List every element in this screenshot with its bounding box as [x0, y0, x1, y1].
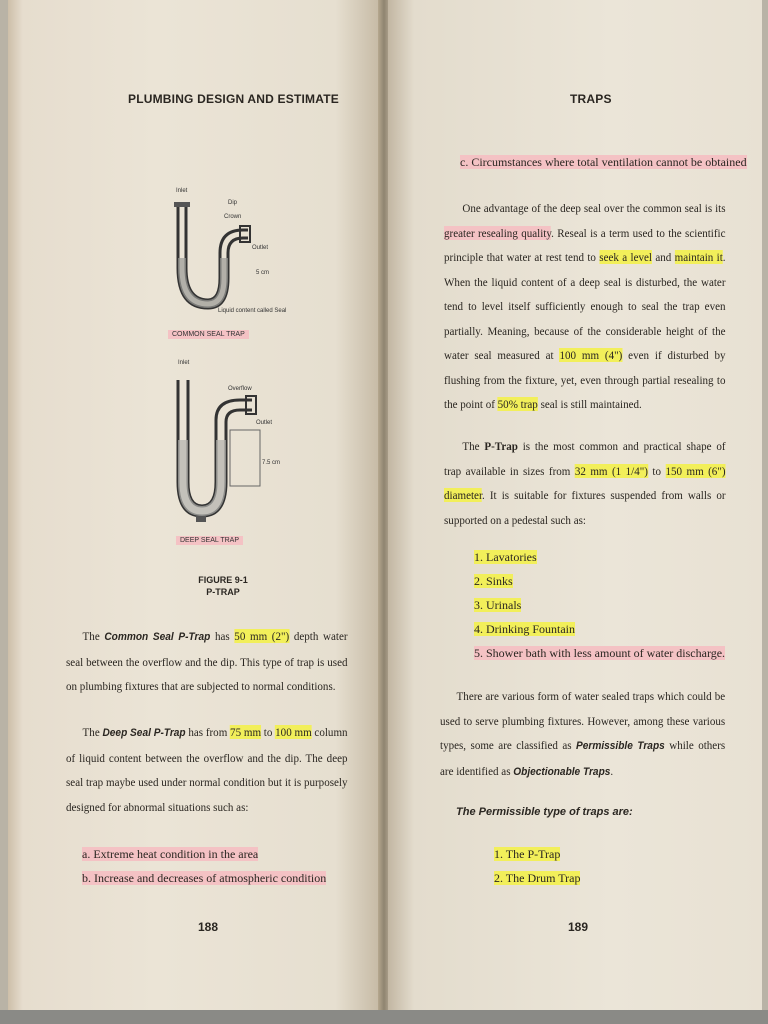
common-depth-label: 5 cm: [256, 270, 270, 276]
left-page-number: 188: [198, 920, 219, 934]
deep-depth-label: 7.5 cm: [262, 460, 281, 466]
figure-title: P-TRAP: [206, 587, 240, 597]
term-deep-seal-p-trap: Deep Seal P-Trap: [102, 727, 186, 739]
common-seal-trap-diagram: [168, 198, 258, 316]
left-paragraph-deep-seal: The Deep Seal P-Trap has from 75 mm to 100 mm column of liquid content between the overflow and the dip. The deep seal trap maybe used under normal condition but it is purposely designed for abnormal situations such as:: [66, 725, 348, 814]
list-item: 1. The P-Trap: [494, 847, 561, 861]
right-paragraph-p-trap: The P-Trap is the most common and practical shape of trap available in sizes from 32 mm (1 1/4") to 150 mm (6") diameter. It is suitable for fixtures suspended from walls or supported on a pedestal such as:: [444, 439, 726, 527]
item-c: c. Circumstances where total ventilation cannot be obtained: [460, 155, 747, 169]
deep-seal-trap-label: DEEP SEAL TRAP: [176, 536, 243, 545]
term-objectionable-traps: Objectionable Traps: [513, 765, 611, 778]
list-item: 2. The Drum Trap: [494, 871, 581, 885]
term-permissible-traps: Permissible Traps: [576, 740, 665, 752]
common-dip-label: Dip: [228, 200, 238, 206]
list-item: 1. Lavatories: [474, 550, 537, 564]
list-item: b. Increase and decreases of atmospheric condition: [82, 871, 327, 885]
common-inlet-label: Inlet: [176, 188, 188, 194]
list-item: 3. Urinals: [474, 598, 522, 612]
abnormal-conditions-list: [82, 842, 326, 890]
right-paragraph-water-sealed-traps: There are various form of water sealed traps which could be used to serve plumbing fixtures. However, among these various types, some are classified as Permissible Traps while others are identified as Objectionable Traps.: [440, 689, 726, 778]
common-crown-label: Crown: [224, 214, 242, 220]
list-item: 5. Shower bath with less amount of water discharge.: [474, 646, 726, 660]
deep-outlet-label: Outlet: [256, 420, 273, 426]
right-page-number: 189: [568, 920, 589, 934]
figure-number: FIGURE 9-1: [198, 575, 248, 585]
common-seal-trap-label: COMMON SEAL TRAP: [168, 330, 249, 339]
figure-caption: [168, 574, 278, 598]
list-item: 2. Sinks: [474, 574, 513, 588]
term-p-trap: P-Trap: [484, 439, 518, 453]
left-running-header: PLUMBING DESIGN AND ESTIMATE: [128, 92, 339, 106]
right-running-header: TRAPS: [570, 92, 612, 106]
common-seal-label: Liquid content called Seal: [218, 308, 287, 314]
deep-seal-trap-diagram: [170, 370, 266, 526]
bottom-edge: [0, 1010, 768, 1024]
right-paragraph-reseal: One advantage of the deep seal over the common seal is its greater resealing quality. Reseal is a term used to the scientific principle that water at rest tend to seek a level and maintain it. When the liquid content of a deep seal is disturbed, the water tend to level itself sufficiently enough to seal the trap even partially. Meaning, because of the considerable height of the water seal measured at 100 mm (4") even if disturbed by flushing from the fixture, yet, even through partial resealing to the point of 50% trap seal is still maintained.: [444, 201, 726, 411]
permissible-traps-list: [494, 842, 580, 890]
left-paragraph-common-seal: The Common Seal P-Trap has 50 mm (2") depth water seal between the overflow and the dip. This type of trap is used on plumbing fixtures that are subjected to normal conditions.: [66, 629, 348, 693]
term-common-seal-p-trap: Common Seal P-Trap: [104, 631, 211, 643]
deep-overflow-label: Overflow: [228, 386, 252, 392]
permissible-heading: The Permissible type of traps are:: [456, 806, 633, 818]
deep-inlet-label: Inlet: [178, 360, 190, 366]
fixtures-list: [474, 545, 725, 665]
list-item: 4. Drinking Fountain: [474, 622, 575, 636]
list-item: a. Extreme heat condition in the area: [82, 847, 259, 861]
common-outlet-label: Outlet: [252, 245, 269, 251]
